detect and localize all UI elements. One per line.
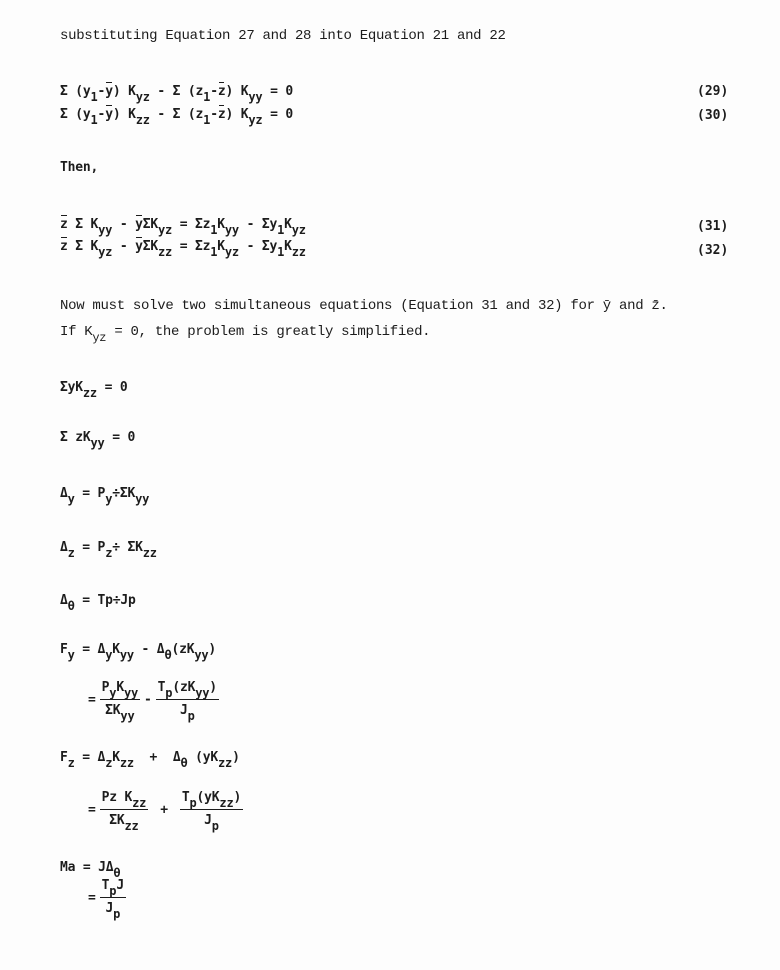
fy-fraction-1: $\frac{P_yK_{yy}}{\Sigma K_{yy}}$ [101, 680, 139, 723]
then-label: Then, [60, 160, 99, 175]
fz-equation: $F_z = \Delta_zK_{zz} + \Delta_\theta$ $(yK_{zz})$ [60, 750, 240, 770]
fz-expanded: = $\frac{Pz K_{zz}}{\Sigma K_{zz}}$ + $\frac{T_p(yK_{zz})}{J_p}$ [88, 790, 242, 833]
equation-number-32: (32) [697, 243, 729, 258]
paragraph-line-1: Now must solve two simultaneous equations (Equation 31 and 32) for ȳ and z̄. [60, 298, 668, 314]
ma-fraction: $\frac{T_pJ}{J_p}$ [101, 878, 124, 921]
kyz-subscript: yz [92, 331, 107, 345]
condition-sum-y-kzz: ΣyK$_{zz}$ = 0 [60, 380, 128, 400]
equation-31: z Σ $K_{yy} - y\Sigma K_{yz} = \Sigma z_1K_{yy} - \Sigma y_1K_{yz}$ [60, 217, 306, 237]
ma-equation: $Ma = J\Delta_\theta$ [60, 860, 121, 880]
delta-theta-equation: $\Delta_\theta = Tp\div Jp$ [60, 593, 136, 613]
delta-z-equation: $\Delta_z = P_z\div \Sigma K_{zz}$ [60, 540, 157, 560]
equation-number-31: (31) [697, 219, 729, 234]
fy-equation: $F_y = \Delta_yK_{yy} - \Delta_\theta(zK_{yy})$ [60, 642, 217, 662]
kyz-label: If K [60, 324, 93, 340]
equation-32: z Σ $K_{yz} - y\Sigma K_{zz} = \Sigma z_1K_{yz} - \Sigma y_1K_{zz}$ [60, 239, 306, 259]
equation-30: Σ $(y_1-y)$ $K_{zz}$ - Σ $(z_1-z) K_{yz} = 0$ [60, 107, 293, 127]
fy-expanded: = $\frac{P_yK_{yy}}{\Sigma K_{yy}}$ - $\frac{T_p(zK_{yy})}{J_p}$ [88, 680, 217, 723]
condition-sum-z-kyy: Σ $zK_{yy} = 0$ [60, 430, 136, 450]
paragraph-line-2-suffix: = 0, the problem is greatly simplified. [106, 324, 431, 340]
equation-number-30: (30) [697, 108, 729, 123]
paragraph-line-2 [60, 324, 431, 345]
fy-fraction-2: $\frac{T_p(zK_{yy})}{J_p}$ [157, 680, 217, 723]
intro-text: substituting Equation 27 and 28 into Equation 21 and 22 [60, 28, 506, 44]
ma-expanded: = $\frac{T_pJ}{J_p}$ [88, 878, 124, 921]
equation-29: Σ $(y_1-y)$ $K_{yz}$ - Σ $(z_1-z) K_{yy} = 0$ [60, 84, 293, 104]
equation-number-29: (29) [697, 84, 729, 99]
fz-fraction-2: $\frac{T_p(yK_{zz})}{J_p}$ [181, 790, 242, 833]
fz-fraction-1: $\frac{Pz K_{zz}}{\Sigma K_{zz}}$ [101, 790, 147, 833]
delta-y-equation: $\Delta_y = P_y\div\Sigma K_{yy}$ [60, 486, 150, 506]
